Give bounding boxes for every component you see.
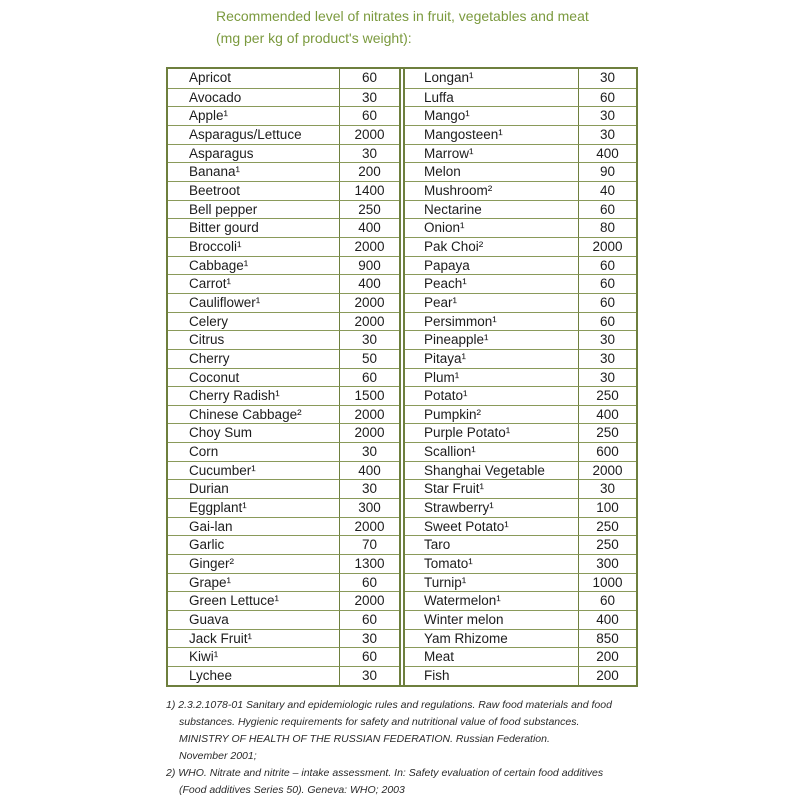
table-row [405, 218, 636, 237]
product-name-cell: Persimmon¹ [405, 312, 578, 331]
table-row [168, 162, 399, 181]
product-name-cell: Ginger² [168, 554, 339, 573]
product-name-cell: Strawberry¹ [405, 498, 578, 517]
footnote-1-line-3: MINISTRY OF HEALTH OF THE RUSSIAN FEDERATION. Russian Federation. [179, 733, 550, 745]
table-row [405, 666, 636, 685]
footnote-1-line-1: 1) 2.3.2.1078-01 Sanitary and epidemiologic rules and regulations. Raw food materials and food [166, 699, 612, 711]
table-row [168, 274, 399, 293]
table-row [405, 274, 636, 293]
title-line-1: Recommended level of nitrates in fruit, vegetables and meat [216, 8, 589, 24]
product-name-cell: Watermelon¹ [405, 591, 578, 610]
nitrate-level-cell: 850 [578, 629, 636, 648]
product-name-cell: Mangosteen¹ [405, 125, 578, 144]
nitrate-level-cell: 60 [339, 647, 399, 666]
nitrate-level-cell: 30 [339, 666, 399, 685]
product-name-cell: Peach¹ [405, 274, 578, 293]
product-name-cell: Taro [405, 535, 578, 554]
nitrate-level-cell: 1400 [339, 181, 399, 200]
product-name-cell: Pak Choi² [405, 237, 578, 256]
product-name-cell: Onion¹ [405, 218, 578, 237]
table-row [405, 181, 636, 200]
table-row [168, 181, 399, 200]
table-row [168, 573, 399, 592]
nitrate-level-cell: 2000 [578, 237, 636, 256]
footnote-2-line-2: (Food additives Series 50). Geneva: WHO; 2003 [179, 784, 405, 796]
nitrate-level-cell: 2000 [339, 423, 399, 442]
nitrate-level-cell: 2000 [339, 125, 399, 144]
table-row [405, 256, 636, 275]
table-row [405, 349, 636, 368]
nitrate-level-cell: 250 [339, 200, 399, 219]
footnotes [166, 697, 786, 799]
nitrate-level-cell: 400 [578, 144, 636, 163]
table-row [405, 125, 636, 144]
footnote-1-line-4: November 2001; [179, 750, 257, 762]
product-name-cell: Carrot¹ [168, 274, 339, 293]
table-row [405, 461, 636, 480]
table-row [405, 423, 636, 442]
nitrate-level-cell: 100 [578, 498, 636, 517]
table-row [168, 591, 399, 610]
nitrate-level-cell: 60 [339, 106, 399, 125]
nitrate-level-cell: 60 [578, 591, 636, 610]
nitrate-level-cell: 400 [578, 610, 636, 629]
table-row [168, 69, 399, 88]
table-row [405, 405, 636, 424]
product-name-cell: Winter melon [405, 610, 578, 629]
nitrate-level-cell: 250 [578, 517, 636, 536]
table-row [168, 330, 399, 349]
nitrate-level-cell: 300 [578, 554, 636, 573]
table-row [405, 573, 636, 592]
product-name-cell: Cauliflower¹ [168, 293, 339, 312]
product-name-cell: Tomato¹ [405, 554, 578, 573]
nitrate-level-cell: 60 [339, 69, 399, 88]
product-name-cell: Grape¹ [168, 573, 339, 592]
table-row [405, 69, 636, 88]
product-name-cell: Potato¹ [405, 386, 578, 405]
table-row [405, 88, 636, 107]
nitrate-level-cell: 400 [339, 274, 399, 293]
nitrate-level-cell: 2000 [339, 517, 399, 536]
nitrate-level-cell: 60 [578, 274, 636, 293]
nitrate-level-cell: 30 [578, 368, 636, 387]
page-title [216, 5, 776, 49]
title-line-2: (mg per kg of product's weight): [216, 30, 412, 46]
table-row [168, 349, 399, 368]
nitrate-level-cell: 300 [339, 498, 399, 517]
table-row [168, 535, 399, 554]
table-row [405, 386, 636, 405]
product-name-cell: Citrus [168, 330, 339, 349]
product-name-cell: Celery [168, 312, 339, 331]
product-name-cell: Scallion¹ [405, 442, 578, 461]
table-row [405, 498, 636, 517]
product-name-cell: Pumpkin² [405, 405, 578, 424]
product-name-cell: Eggplant¹ [168, 498, 339, 517]
nitrate-level-cell: 2000 [339, 405, 399, 424]
product-name-cell: Kiwi¹ [168, 647, 339, 666]
nitrate-level-cell: 30 [578, 479, 636, 498]
table-row [405, 293, 636, 312]
product-name-cell: Asparagus/Lettuce [168, 125, 339, 144]
nitrate-level-cell: 1000 [578, 573, 636, 592]
table-row [168, 629, 399, 648]
nitrate-level-cell: 30 [578, 69, 636, 88]
product-name-cell: Marrow¹ [405, 144, 578, 163]
product-name-cell: Apple¹ [168, 106, 339, 125]
product-name-cell: Banana¹ [168, 162, 339, 181]
table-row [405, 535, 636, 554]
table-row [168, 88, 399, 107]
nitrate-level-cell: 30 [578, 330, 636, 349]
nitrate-level-cell: 250 [578, 423, 636, 442]
nitrate-level-cell: 30 [339, 479, 399, 498]
product-name-cell: Fish [405, 666, 578, 685]
table-row [168, 293, 399, 312]
product-name-cell: Gai-lan [168, 517, 339, 536]
nitrate-level-cell: 30 [578, 106, 636, 125]
nitrate-level-cell: 60 [339, 573, 399, 592]
nitrate-level-cell: 1300 [339, 554, 399, 573]
nitrate-level-cell: 200 [578, 647, 636, 666]
nitrate-level-cell: 200 [339, 162, 399, 181]
product-name-cell: Pitaya¹ [405, 349, 578, 368]
footnote-1-line-2: substances. Hygienic requirements for safety and nutritional value of food substances. [179, 716, 580, 728]
nitrate-level-cell: 400 [578, 405, 636, 424]
nitrate-level-cell: 50 [339, 349, 399, 368]
product-name-cell: Garlic [168, 535, 339, 554]
product-name-cell: Meat [405, 647, 578, 666]
nitrate-level-cell: 2000 [339, 591, 399, 610]
product-name-cell: Pear¹ [405, 293, 578, 312]
table-row [168, 442, 399, 461]
product-name-cell: Yam Rhizome [405, 629, 578, 648]
nitrate-level-cell: 60 [578, 256, 636, 275]
table-row [168, 554, 399, 573]
nitrate-level-cell: 2000 [339, 312, 399, 331]
table-row [168, 200, 399, 219]
product-name-cell: Cucumber¹ [168, 461, 339, 480]
product-name-cell: Shanghai Vegetable [405, 461, 578, 480]
nitrate-level-cell: 250 [578, 386, 636, 405]
table-row [168, 405, 399, 424]
nitrate-level-cell: 400 [339, 461, 399, 480]
product-name-cell: Bitter gourd [168, 218, 339, 237]
nitrate-level-cell: 30 [339, 629, 399, 648]
product-name-cell: Corn [168, 442, 339, 461]
nitrate-level-cell: 30 [339, 442, 399, 461]
nitrate-level-cell: 200 [578, 666, 636, 685]
product-name-cell: Chinese Cabbage² [168, 405, 339, 424]
table-row [168, 517, 399, 536]
table-row [405, 368, 636, 387]
nitrate-level-cell: 80 [578, 218, 636, 237]
table-row [168, 237, 399, 256]
nitrate-level-cell: 30 [339, 330, 399, 349]
table-row [405, 554, 636, 573]
product-name-cell: Bell pepper [168, 200, 339, 219]
table-row [168, 218, 399, 237]
nitrates-table [166, 67, 638, 687]
table-row [405, 106, 636, 125]
table-row [405, 162, 636, 181]
nitrate-level-cell: 1500 [339, 386, 399, 405]
table-row [168, 498, 399, 517]
nitrate-level-cell: 60 [339, 610, 399, 629]
nitrate-level-cell: 60 [578, 200, 636, 219]
table-row [168, 368, 399, 387]
product-name-cell: Durian [168, 479, 339, 498]
table-right-column [405, 69, 636, 685]
table-row [168, 647, 399, 666]
table-row [405, 237, 636, 256]
table-row [405, 312, 636, 331]
product-name-cell: Papaya [405, 256, 578, 275]
nitrate-level-cell: 600 [578, 442, 636, 461]
product-name-cell: Jack Fruit¹ [168, 629, 339, 648]
nitrate-level-cell: 60 [578, 293, 636, 312]
nitrate-level-cell: 30 [578, 349, 636, 368]
nitrate-level-cell: 60 [339, 368, 399, 387]
footnote-2-line-1: 2) WHO. Nitrate and nitrite – intake assessment. In: Safety evaluation of certain food additives [166, 767, 604, 779]
product-name-cell: Asparagus [168, 144, 339, 163]
nitrate-level-cell: 400 [339, 218, 399, 237]
product-name-cell: Green Lettuce¹ [168, 591, 339, 610]
table-row [405, 479, 636, 498]
table-row [168, 144, 399, 163]
table-row [168, 461, 399, 480]
table-row [168, 312, 399, 331]
table-row [168, 125, 399, 144]
nitrate-level-cell: 30 [339, 88, 399, 107]
table-row [405, 591, 636, 610]
product-name-cell: Cherry [168, 349, 339, 368]
nitrate-level-cell: 2000 [339, 237, 399, 256]
table-row [168, 610, 399, 629]
product-name-cell: Cherry Radish¹ [168, 386, 339, 405]
table-left-column [168, 69, 399, 685]
table-row [405, 517, 636, 536]
table-row [405, 610, 636, 629]
nitrate-level-cell: 2000 [339, 293, 399, 312]
table-row [405, 144, 636, 163]
nitrate-level-cell: 30 [578, 125, 636, 144]
product-name-cell: Turnip¹ [405, 573, 578, 592]
product-name-cell: Pineapple¹ [405, 330, 578, 349]
product-name-cell: Cabbage¹ [168, 256, 339, 275]
table-row [168, 386, 399, 405]
product-name-cell: Broccoli¹ [168, 237, 339, 256]
nitrate-level-cell: 900 [339, 256, 399, 275]
table-row [405, 442, 636, 461]
table-row [405, 330, 636, 349]
product-name-cell: Sweet Potato¹ [405, 517, 578, 536]
product-name-cell: Choy Sum [168, 423, 339, 442]
nitrate-level-cell: 2000 [578, 461, 636, 480]
nitrate-level-cell: 90 [578, 162, 636, 181]
table-row [168, 106, 399, 125]
product-name-cell: Nectarine [405, 200, 578, 219]
table-row [168, 479, 399, 498]
product-name-cell: Mango¹ [405, 106, 578, 125]
table-row [168, 423, 399, 442]
product-name-cell: Plum¹ [405, 368, 578, 387]
nitrate-level-cell: 70 [339, 535, 399, 554]
table-row [405, 200, 636, 219]
product-name-cell: Mushroom² [405, 181, 578, 200]
nitrate-level-cell: 40 [578, 181, 636, 200]
table-row [168, 256, 399, 275]
product-name-cell: Star Fruit¹ [405, 479, 578, 498]
product-name-cell: Purple Potato¹ [405, 423, 578, 442]
product-name-cell: Beetroot [168, 181, 339, 200]
product-name-cell: Avocado [168, 88, 339, 107]
table-row [168, 666, 399, 685]
nitrate-level-cell: 30 [339, 144, 399, 163]
nitrate-level-cell: 250 [578, 535, 636, 554]
nitrate-level-cell: 60 [578, 88, 636, 107]
product-name-cell: Guava [168, 610, 339, 629]
product-name-cell: Apricot [189, 70, 232, 85]
product-name-cell: Lychee [168, 666, 339, 685]
table-row [405, 647, 636, 666]
table-row [405, 629, 636, 648]
product-name-cell: Coconut [168, 368, 339, 387]
product-name-cell: Longan¹ [424, 70, 474, 85]
product-name-cell: Luffa [405, 88, 578, 107]
nitrate-level-cell: 60 [578, 312, 636, 331]
product-name-cell: Melon [405, 162, 578, 181]
